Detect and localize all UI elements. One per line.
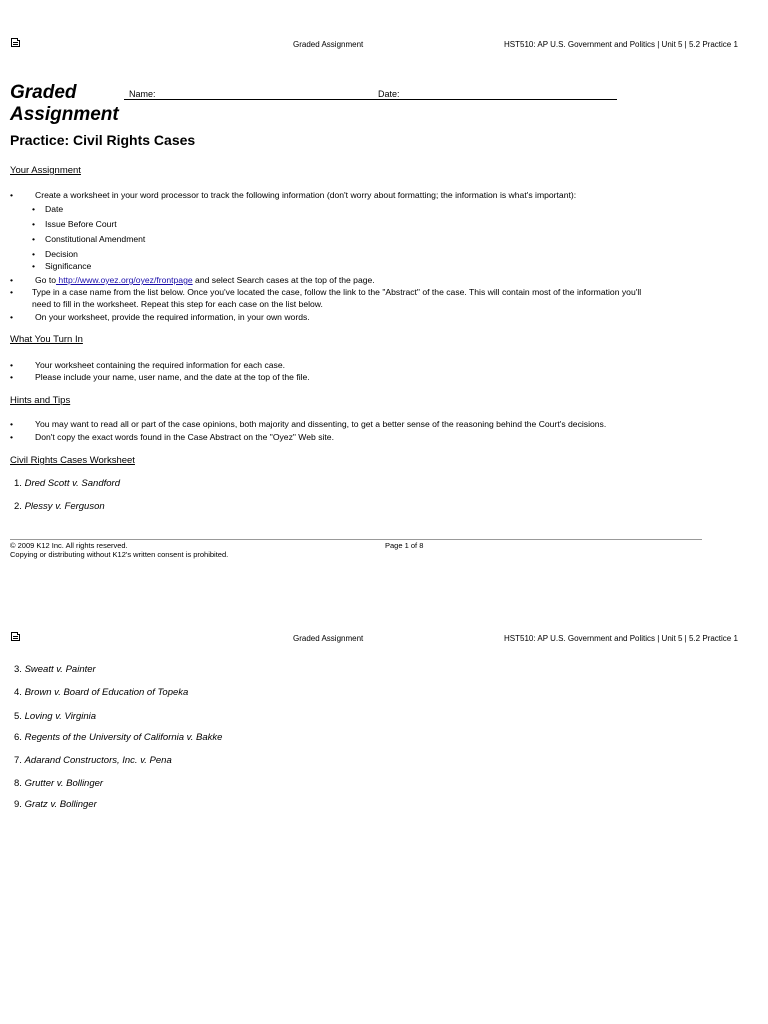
document-icon [11, 632, 20, 641]
footer-notice: Copying or distributing without K12's written consent is prohibited. [10, 550, 229, 559]
worksheet-heading: Civil Rights Cases Worksheet [10, 455, 135, 466]
case-item: 2. Plessy v. Ferguson [14, 501, 105, 512]
document-icon [11, 38, 20, 47]
header-center: Graded Assignment [293, 634, 364, 643]
date-label: Date: [378, 89, 400, 99]
title-line-2: Assignment [10, 104, 119, 125]
name-date-line [124, 99, 617, 100]
title-line-1: Graded [10, 82, 77, 103]
footer-copyright: © 2009 K12 Inc. All rights reserved. [10, 541, 128, 550]
case-item: 9. Gratz v. Bollinger [14, 799, 97, 810]
page-number: Page 1 of 8 [385, 541, 424, 550]
case-item: 8. Grutter v. Bollinger [14, 778, 104, 789]
header-right: HST510: AP U.S. Government and Politics | Unit 5 | 5.2 Practice 1 [504, 40, 738, 49]
page-subtitle: Practice: Civil Rights Cases [10, 132, 196, 148]
case-item: 4. Brown v. Board of Education of Topeka [14, 687, 189, 698]
case-item: 6. Regents of the University of California v. Bakke [14, 732, 223, 743]
footer-divider [10, 539, 702, 540]
header-right: HST510: AP U.S. Government and Politics | Unit 5 | 5.2 Practice 1 [504, 634, 738, 643]
case-item: 7. Adarand Constructors, Inc. v. Pena [14, 755, 172, 766]
hints-heading: Hints and Tips [10, 395, 71, 406]
oyez-link[interactable]: http://www.oyez.org/oyez/frontpage [56, 275, 193, 285]
what-you-turn-in-heading: What You Turn In [10, 334, 83, 345]
your-assignment-heading: Your Assignment [10, 165, 81, 176]
header-center: Graded Assignment [293, 40, 364, 49]
case-item: 1. Dred Scott v. Sandford [14, 478, 120, 489]
case-item: 3. Sweatt v. Painter [14, 664, 96, 675]
name-label: Name: [129, 89, 156, 99]
case-item: 5. Loving v. Virginia [14, 711, 97, 722]
assignment-item-3-cont: need to fill in the worksheet. Repeat this step for each case on the list below. [32, 299, 323, 309]
